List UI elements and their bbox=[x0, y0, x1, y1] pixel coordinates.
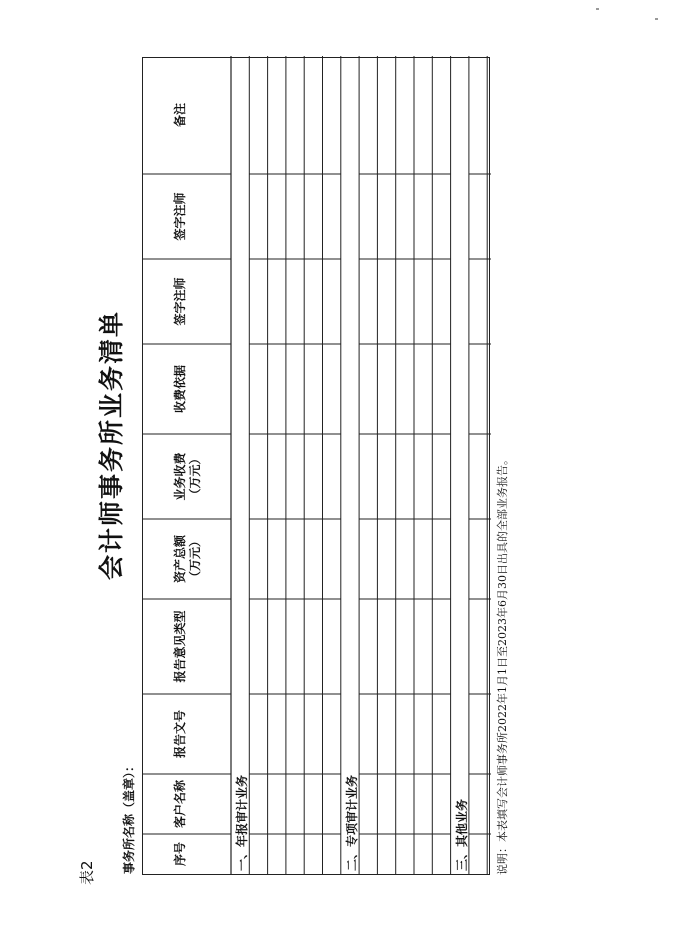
business-list-table bbox=[142, 57, 490, 875]
section-label: 一、年报审计业务 bbox=[235, 774, 249, 871]
column-header: 签字注师 bbox=[173, 277, 187, 326]
section-label: 三、其他业务 bbox=[454, 798, 469, 871]
column-header: 业务收费 （万元） bbox=[173, 452, 202, 501]
column-header: 备注 bbox=[173, 103, 187, 128]
column-header: 报告文号 bbox=[173, 710, 187, 759]
firm-name-label: 事务所名称（盖章）： bbox=[122, 759, 136, 874]
footnote: 说明：本表填写会计师事务所2022年1月1日至2023年6月30日出具的全部业务报告。 bbox=[496, 454, 509, 875]
column-header: 客户名称 bbox=[173, 780, 187, 829]
column-header: 资产总额 （万元） bbox=[173, 535, 202, 584]
column-header: 报告意见类型 bbox=[173, 610, 187, 683]
table-label: 表2 bbox=[78, 860, 96, 885]
column-header: 序号 bbox=[173, 842, 187, 867]
document-title: 会计师事务所业务清单 bbox=[97, 309, 126, 580]
column-header: 收费依据 bbox=[173, 365, 187, 414]
column-header: 签字注师 bbox=[173, 192, 187, 241]
section-label: 二、专项审计业务 bbox=[344, 774, 359, 871]
